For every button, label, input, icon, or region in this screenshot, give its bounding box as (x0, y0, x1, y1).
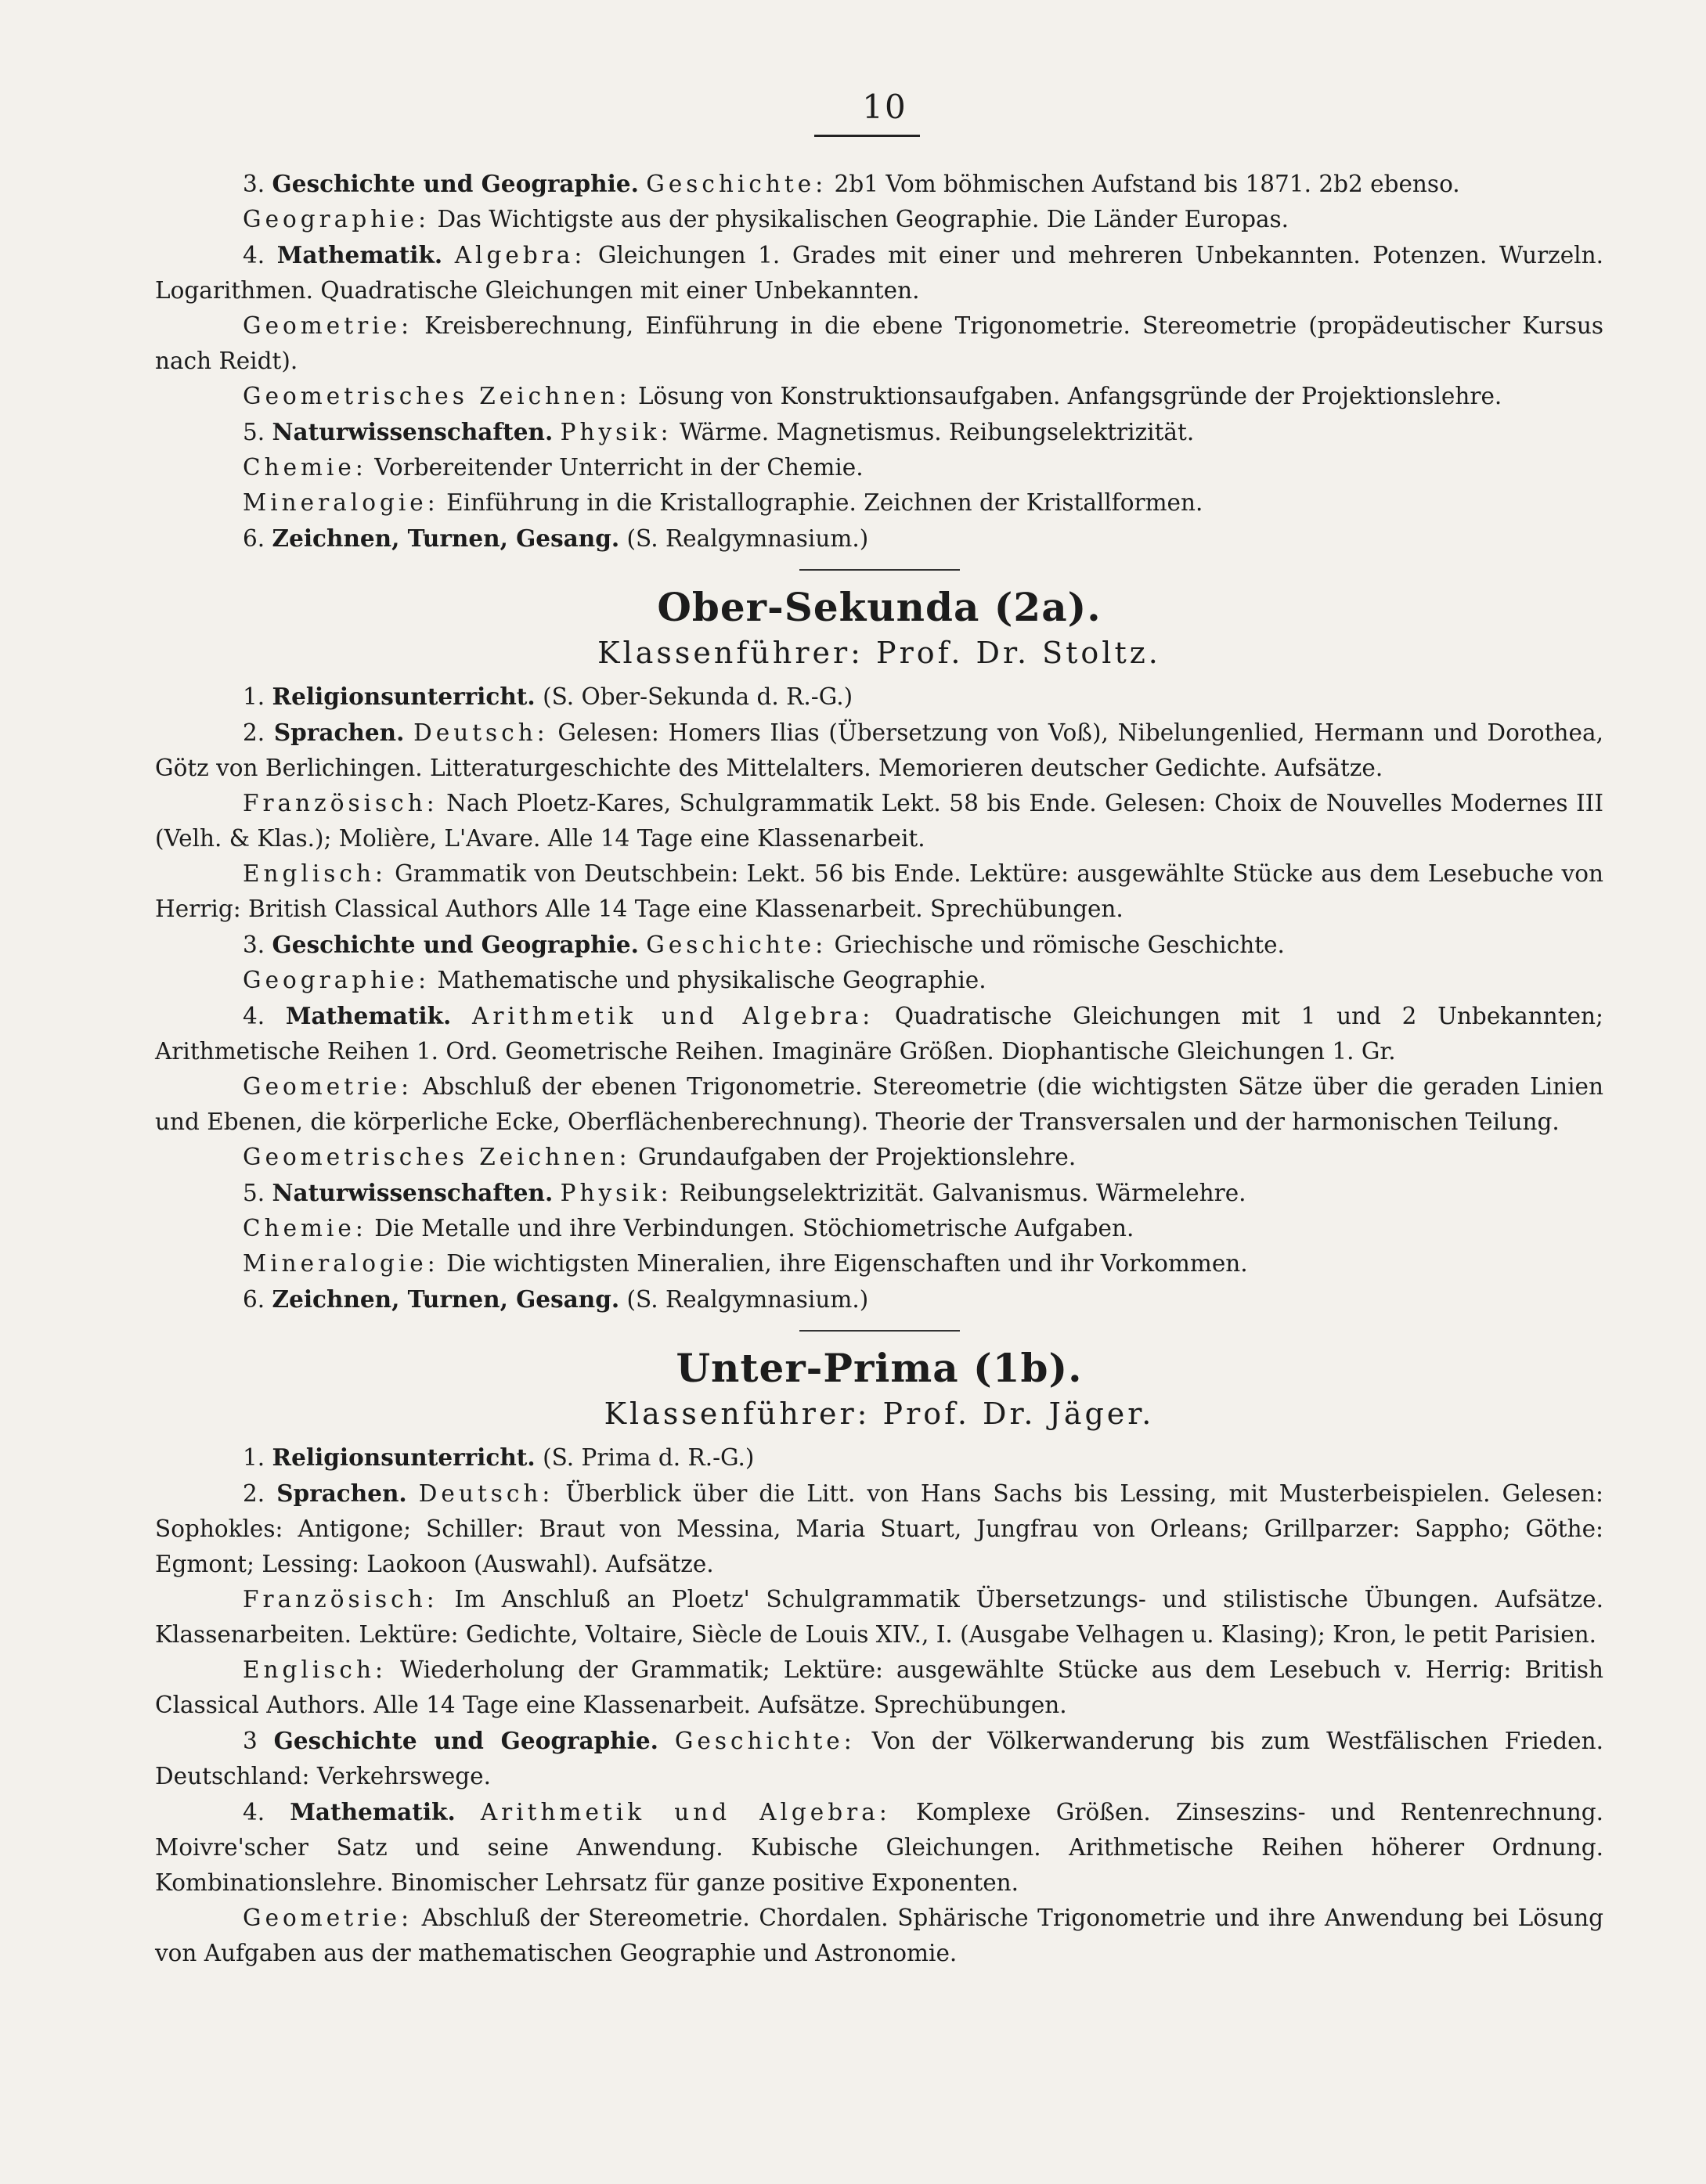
s1-geometrie: Geometrie: Kreisberechnung, Einführung in die ebene Trigonometrie. Stereometrie (propädeutischer Kursus nach Reidt). (155, 312, 1603, 374)
s2-chemie: Chemie: Die Metalle und ihre Verbindungen. Stöchiometrische Aufgaben. (243, 1215, 1134, 1242)
s1-geom-zeichnen: Geometrisches Zeichnen: Lösung von Konstruktionsaufgaben. Anfangsgründe der Projektionslehre. (243, 383, 1502, 409)
s2-mineralogie: Mineralogie: Die wichtigsten Mineralien, ihre Eigenschaften und ihr Vorkommen. (243, 1250, 1248, 1277)
page-number-underline (814, 135, 920, 137)
s2-geom-zeichnen: Geometrisches Zeichnen: Grundaufgaben der Projektionslehre. (243, 1144, 1077, 1170)
s1-natur-title: Naturwissenschaften. (272, 418, 554, 445)
s1-natur: 5. Naturwissenschaften. Physik: Wärme. Magnetismus. Reibungselektrizität. (243, 418, 1195, 445)
class-teacher-ober-sekunda: Klassenführer: Prof. Dr. Stoltz. (597, 636, 1161, 670)
s2-geographie: Geographie: Mathematische und physikalische Geographie. (243, 967, 986, 993)
s3-franzoesisch: Französisch: Im Anschluß an Ploetz' Schulgrammatik Übersetzungs- und stilistische Übungen. Aufsätze. Klassenarbeiten. Lektüre: Gedichte, Voltaire, Siècle de Louis XIV., I. (Ausgabe Velhagen u. Klasing); Kron, le petit Parisien. (155, 1586, 1603, 1648)
s2-geschichte: 3. Geschichte und Geographie. Geschichte: Griechische und römische Geschichte. (243, 931, 1285, 958)
s1-mathematik: 4. Mathematik. Algebra: Gleichungen 1. Grades mit einer und mehreren Unbekannten. Potenzen. Wurzeln. Logarithmen. Quadratische Gleichungen mit einer Unbekannten. (155, 241, 1603, 304)
s1-geographie: Geographie: Das Wichtigste aus der physikalischen Geographie. Die Länder Europas. (243, 206, 1289, 232)
s2-geometrie: Geometrie: Abschluß der ebenen Trigonometrie. Stereometrie (die wichtigsten Sätze über die geraden Linien und Ebenen, die körperliche Ecke, Oberflächenberechnung). Theorie der Transversalen und der harmonischen Teilung. (155, 1073, 1603, 1135)
page-number: 10 (862, 88, 907, 126)
s1-zeichnen-title: Zeichnen, Turnen, Gesang. (272, 524, 620, 552)
s2-mathematik: 4. Mathematik. Arithmetik und Algebra: Quadratische Gleichungen mit 1 und 2 Unbekannten; Arithmetische Reihen 1. Ord. Geometrische Reihen. Imaginäre Größen. Diophantische Gleichungen 1. Gr. (155, 1002, 1603, 1065)
s1-mathematik-title: Mathematik. (276, 241, 443, 268)
s1-zeichnen: 6. Zeichnen, Turnen, Gesang. (S. Realgymnasium.) (243, 524, 869, 552)
section-divider (799, 1330, 960, 1332)
s3-geometrie: Geometrie: Abschluß der Stereometrie. Chordalen. Sphärische Trigonometrie und ihre Anwendung bei Lösung von Aufgaben aus der mathematischen Geographie und Astronomie. (155, 1905, 1603, 1966)
s2-englisch: Englisch: Grammatik von Deutschbein: Lekt. 56 bis Ende. Lektüre: ausgewählte Stücke aus dem Lesebuche von Herrig: British Classical Authors Alle 14 Tage eine Klassenarbeit. Sprechübungen. (155, 860, 1603, 922)
s2-deutsch: 2. Sprachen. Deutsch: Gelesen: Homers Ilias (Übersetzung von Voß), Nibelungenlied, Hermann und Dorothea, Götz von Berlichingen. Litteraturgeschichte des Mittelalters. Memorieren deutscher Gedichte. Aufsätze. (155, 719, 1603, 781)
s1-geschichte: 3. Geschichte und Geographie. Geschichte: 2b1 Vom böhmischen Aufstand bis 1871. 2b2 ebenso. (243, 170, 1460, 197)
s2-natur: 5. Naturwissenschaften. Physik: Reibungselektrizität. Galvanismus. Wärmelehre. (243, 1179, 1246, 1206)
s3-religion: 1. Religionsunterricht. (S. Prima d. R.-G.) (243, 1443, 755, 1471)
s2-religion: 1. Religionsunterricht. (S. Ober-Sekunda d. R.-G.) (243, 683, 853, 710)
class-teacher-unter-prima: Klassenführer: Prof. Dr. Jäger. (604, 1397, 1155, 1431)
s3-deutsch: 2. Sprachen. Deutsch: Überblick über die Litt. von Hans Sachs bis Lessing, mit Musterbeispielen. Gelesen: Sophokles: Antigone; Schiller: Braut von Messina, Maria Stuart, Jungfrau von Orleans; Grillparzer: Sappho; Göthe: Egmont; Lessing: Laokoon (Auswahl). Aufsätze. (155, 1479, 1603, 1577)
s3-mathematik: 4. Mathematik. Arithmetik und Algebra: Komplexe Größen. Zinseszins- und Rentenrechnung. Moivre'scher Satz und seine Anwendung. Kubische Gleichungen. Arithmetische Reihen höherer Ordnung. Kombinationslehre. Binomischer Lehrsatz für ganze positive Exponenten. (155, 1798, 1603, 1896)
s2-franzoesisch: Französisch: Nach Ploetz-Kares, Schulgrammatik Lekt. 58 bis Ende. Gelesen: Choix de Nouvelles Modernes III (Velh. & Klas.); Molière, L'Avare. Alle 14 Tage eine Klassenarbeit. (155, 790, 1603, 852)
section-heading-ober-sekunda: Ober-Sekunda (2a). (657, 584, 1102, 630)
section-divider (799, 569, 960, 571)
section-heading-unter-prima: Unter-Prima (1b). (676, 1345, 1083, 1391)
s1-mineralogie: Mineralogie: Einführung in die Kristallographie. Zeichnen der Kristallformen. (243, 489, 1203, 516)
page-content (155, 166, 1603, 1971)
s1-geschichte-title: Geschichte und Geographie. (272, 170, 639, 197)
s3-geschichte: 3 Geschichte und Geographie. Geschichte: Von der Völkerwanderung bis zum Westfälischen Frieden. Deutschland: Verkehrswege. (155, 1727, 1603, 1789)
s3-englisch: Englisch: Wiederholung der Grammatik; Lektüre: ausgewählte Stücke aus dem Lesebuch v. Herrig: British Classical Authors. Alle 14 Tage eine Klassenarbeit. Aufsätze. Sprechübungen. (155, 1656, 1603, 1718)
s1-chemie: Chemie: Vorbereitender Unterricht in der Chemie. (243, 454, 864, 481)
s2-zeichnen: 6. Zeichnen, Turnen, Gesang. (S. Realgymnasium.) (243, 1285, 869, 1313)
